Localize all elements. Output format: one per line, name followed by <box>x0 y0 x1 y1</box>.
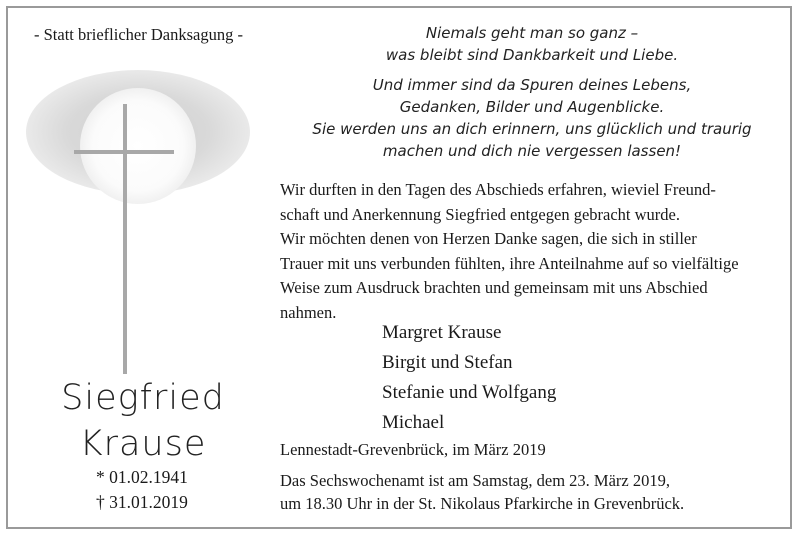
birth-date: * 01.02.1941 <box>96 467 188 487</box>
death-date: † 31.01.2019 <box>96 492 188 512</box>
cross-icon-vertical <box>123 104 127 374</box>
obituary-card <box>6 6 792 529</box>
moon-illustration <box>18 38 258 208</box>
signer-name: Michael <box>382 412 445 433</box>
poem-stanza-1 <box>272 22 792 66</box>
moon-shape <box>80 88 196 204</box>
notice-label: - Statt brieflicher Danksagung - <box>34 25 243 44</box>
body-line: Trauer mit uns verbunden fühlten, ihre Anteilnahme auf so vielfältige <box>280 253 739 273</box>
poem-line: Und immer sind da Spuren deines Lebens, <box>372 76 692 94</box>
poem-stanza-2 <box>272 74 792 162</box>
poem-line: was bleibt sind Dankbarkeit und Liebe. <box>385 46 679 64</box>
body-line: Weise zum Ausdruck brachten und gemeinsam mit uns Abschied <box>280 278 708 297</box>
signer-name: Stefanie und Wolfgang <box>382 382 557 403</box>
poem-line: Sie werden uns an dich erinnern, uns glücklich und traurig <box>312 120 752 138</box>
place-date: Lennestadt-Grevenbrück, im März 2019 <box>280 440 546 459</box>
right-column <box>272 8 792 527</box>
signers-list <box>382 318 556 438</box>
signer-name: Birgit und Stefan <box>382 352 513 373</box>
service-line: Das Sechswochenamt ist am Samstag, dem 23. März 2019, <box>280 471 670 490</box>
poem-line: machen und dich nie vergessen lassen! <box>382 142 682 160</box>
deceased-last-name: Krause <box>79 424 207 464</box>
signer-name: Margret Krause <box>382 322 502 343</box>
deceased-first-name: Siegfried <box>61 378 225 418</box>
cross-icon-horizontal <box>74 150 174 154</box>
body-line: schaft und Anerkennung Siegfried entgegen gebracht wurde. <box>280 204 680 224</box>
thanks-paragraph <box>280 178 780 325</box>
service-info <box>280 469 684 515</box>
left-column <box>8 8 278 527</box>
poem-line: Gedanken, Bilder und Augenblicke. <box>399 98 665 116</box>
body-line: nahmen. <box>280 302 337 322</box>
service-line: um 18.30 Uhr in der St. Nikolaus Pfarkirche in Grevenbrück. <box>280 494 685 513</box>
body-line: Wir durften in den Tagen des Abschieds erfahren, wieviel Freund- <box>280 180 716 199</box>
poem-line: Niemals geht man so ganz – <box>425 24 639 42</box>
body-line: Wir möchten denen von Herzen Danke sagen, die sich in stiller <box>280 229 697 248</box>
